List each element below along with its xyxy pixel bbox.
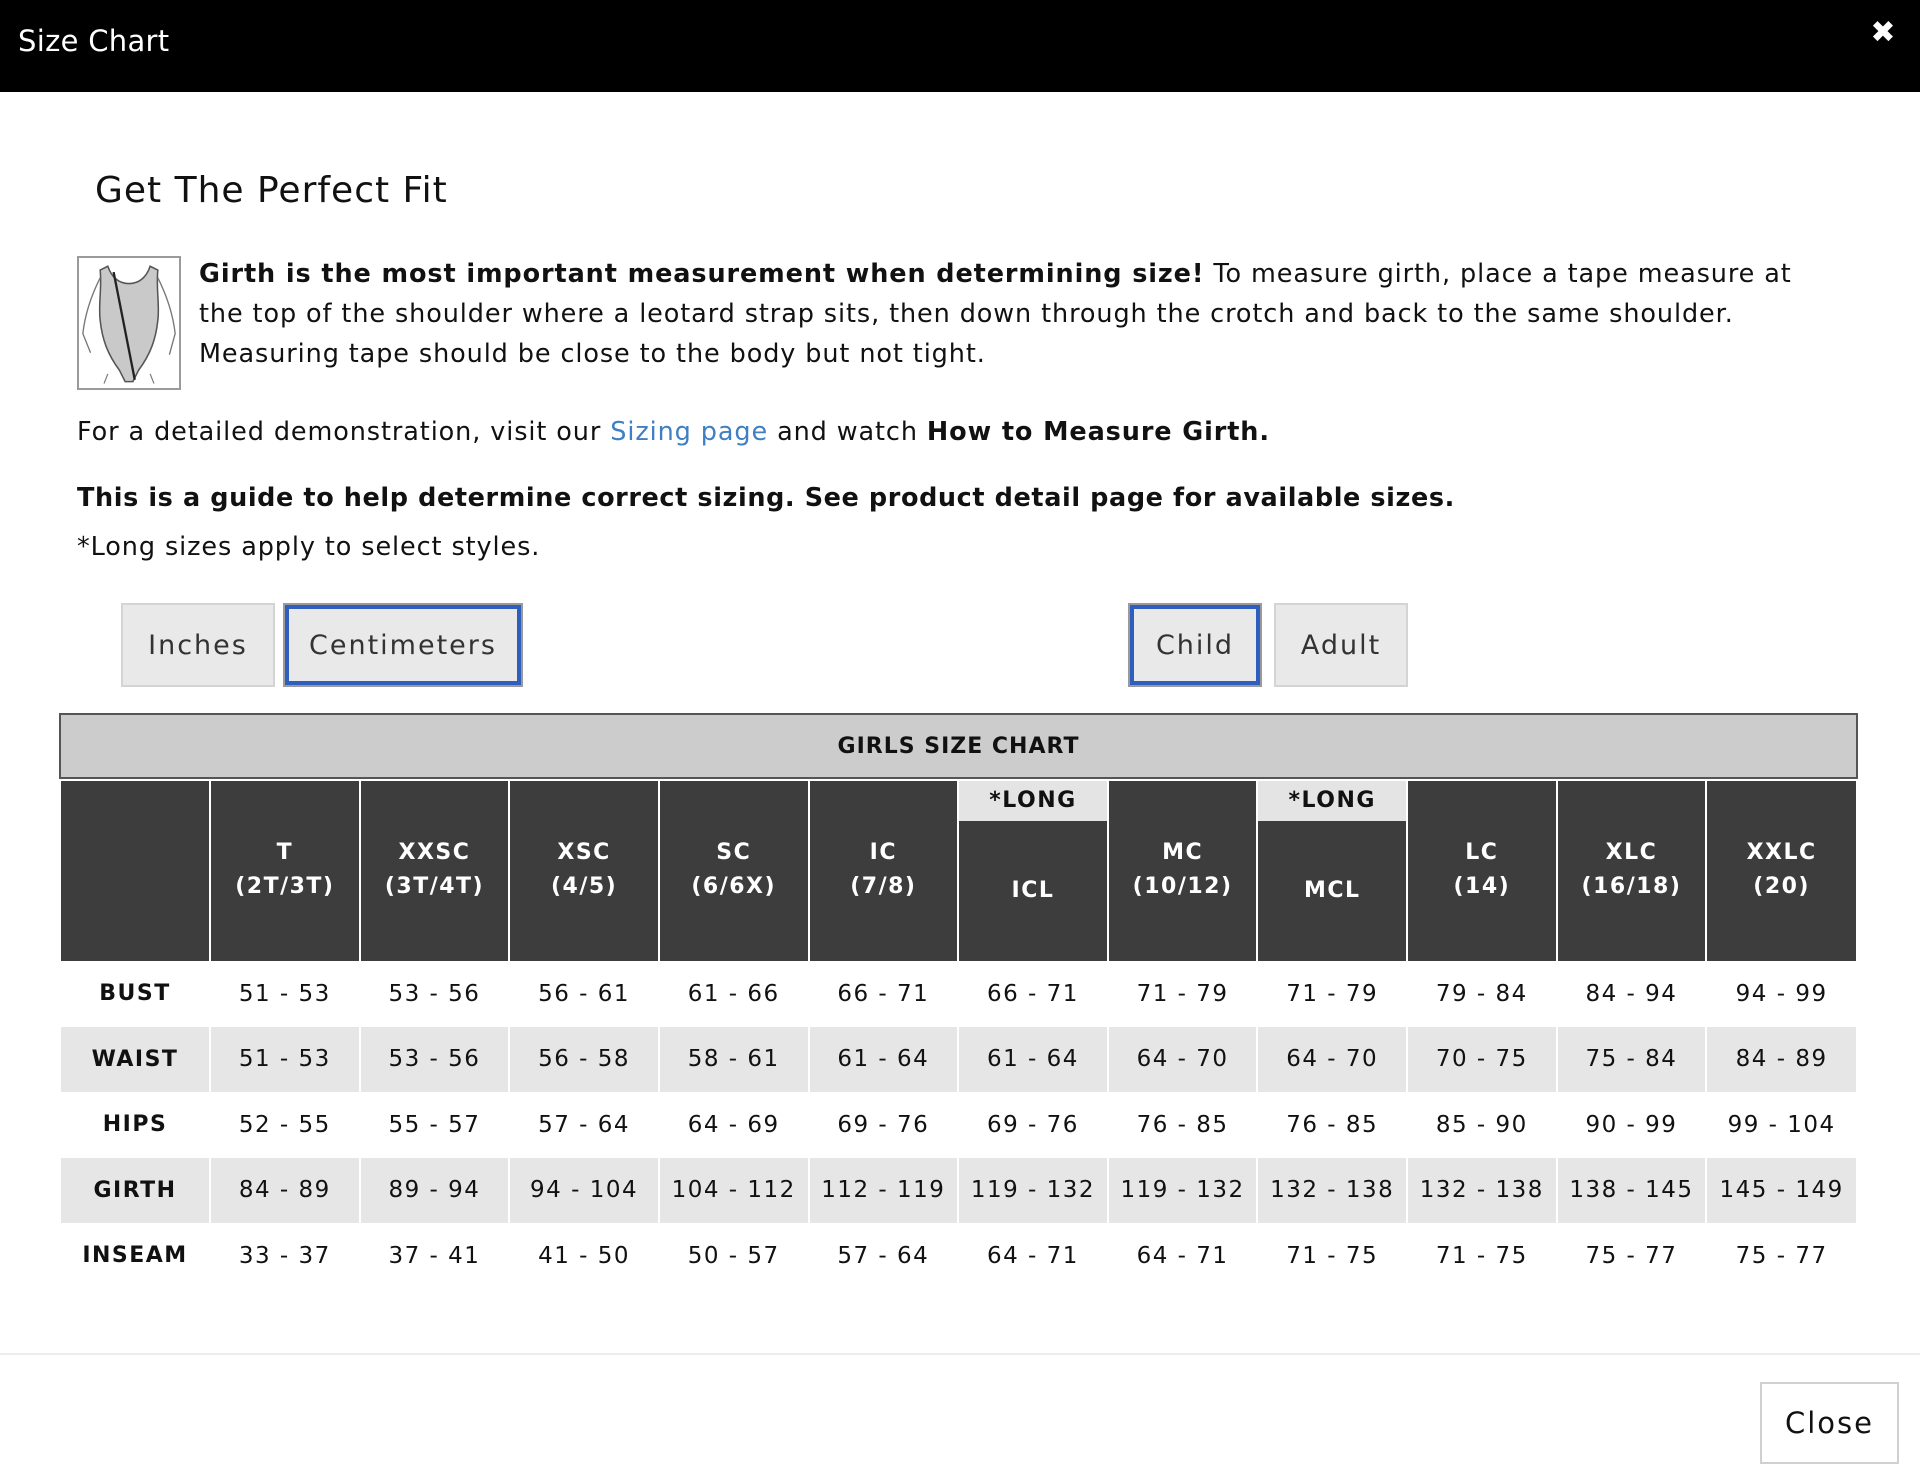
table-row: [61, 1027, 1856, 1093]
size-code: XXSC: [398, 840, 471, 865]
long-label: *LONG: [1257, 781, 1407, 821]
measurement-cell: 90 - 99: [1557, 1092, 1707, 1158]
size-range: (3T/4T): [384, 874, 485, 899]
size-header: [1557, 781, 1707, 961]
measurement-cell: 71 - 75: [1257, 1223, 1407, 1289]
measurement-cell: 76 - 85: [1257, 1092, 1407, 1158]
chart-title: GIRLS SIZE CHART: [59, 713, 1858, 779]
size-header: [958, 821, 1108, 961]
girth-intro-text: To measure girth, place a tape measure at the top of the shoulder where a leotard strap sits, then down through the crotch and back to the same shoulder. Measuring tape should be close to the body but not tight.: [199, 259, 1792, 369]
modal-title: Size Chart: [18, 24, 170, 58]
girth-intro: [199, 254, 1839, 374]
child-button[interactable]: Child: [1128, 603, 1262, 687]
size-header: [809, 781, 959, 961]
close-x-icon[interactable]: ✖: [1870, 15, 1896, 50]
size-header: [1108, 781, 1258, 961]
measurement-cell: 85 - 90: [1407, 1092, 1557, 1158]
measurement-cell: 84 - 89: [210, 1158, 360, 1224]
measurement-cell: 33 - 37: [210, 1223, 360, 1289]
measurement-cell: 119 - 132: [958, 1158, 1108, 1224]
size-range: (2T/3T): [235, 874, 335, 899]
measurement-cell: 61 - 64: [809, 1027, 959, 1093]
measurement-cell: 64 - 71: [958, 1223, 1108, 1289]
guide-text: This is a guide to help determine correct sizing. See product detail page for available sizes.: [77, 483, 1455, 513]
size-header: [1407, 781, 1557, 961]
measurement-cell: 75 - 77: [1706, 1223, 1856, 1289]
size-code: XXLC: [1746, 840, 1817, 865]
sizing-page-link[interactable]: Sizing page: [610, 417, 769, 447]
leotard-icon: [79, 258, 179, 388]
measurement-cell: 69 - 76: [809, 1092, 959, 1158]
size-code: MC: [1162, 840, 1204, 865]
measurement-cell: 50 - 57: [659, 1223, 809, 1289]
size-range: (14): [1453, 874, 1511, 899]
measurement-cell: 71 - 79: [1108, 961, 1258, 1027]
measurement-cell: 57 - 64: [509, 1092, 659, 1158]
table-row: [61, 961, 1856, 1027]
size-code: LC: [1465, 840, 1499, 865]
measurement-cell: 57 - 64: [809, 1223, 959, 1289]
measurement-cell: 55 - 57: [360, 1092, 510, 1158]
measurement-cell: 41 - 50: [509, 1223, 659, 1289]
demo-middle: and watch: [768, 417, 927, 447]
measurement-cell: 69 - 76: [958, 1092, 1108, 1158]
measurement-cell: 64 - 70: [1257, 1027, 1407, 1093]
measurement-cell: 138 - 145: [1557, 1158, 1707, 1224]
measurement-cell: 99 - 104: [1706, 1092, 1856, 1158]
measurement-cell: 64 - 70: [1108, 1027, 1258, 1093]
measurement-cell: 94 - 99: [1706, 961, 1856, 1027]
long-sizes-note: *Long sizes apply to select styles.: [77, 532, 541, 562]
table-row: [61, 1223, 1856, 1289]
measurement-cell: 119 - 132: [1108, 1158, 1258, 1224]
size-range: (4/5): [550, 874, 618, 899]
measurement-cell: 94 - 104: [509, 1158, 659, 1224]
measurement-cell: 64 - 71: [1108, 1223, 1258, 1289]
size-code: XSC: [557, 840, 611, 865]
long-label: *LONG: [958, 781, 1108, 821]
measurement-cell: 71 - 75: [1407, 1223, 1557, 1289]
demo-bold: How to Measure Girth.: [926, 417, 1270, 447]
measurement-cell: 104 - 112: [659, 1158, 809, 1224]
size-code: XLC: [1605, 840, 1658, 865]
measurement-cell: 66 - 71: [809, 961, 959, 1027]
table-row: [61, 1158, 1856, 1224]
measurement-cell: 52 - 55: [210, 1092, 360, 1158]
size-range: (10/12): [1132, 874, 1233, 899]
measurement-cell: 64 - 69: [659, 1092, 809, 1158]
measurement-cell: 51 - 53: [210, 961, 360, 1027]
centimeters-button[interactable]: Centimeters: [283, 603, 523, 687]
size-range: (6/6X): [691, 874, 777, 899]
size-header: [659, 781, 809, 961]
measurement-cell: 53 - 56: [360, 961, 510, 1027]
footer-divider: [0, 1353, 1920, 1355]
measurement-cell: 79 - 84: [1407, 961, 1557, 1027]
demo-text: [77, 412, 1270, 452]
page-heading: Get The Perfect Fit: [95, 170, 448, 211]
table-row: [61, 1092, 1856, 1158]
row-label: BUST: [61, 961, 210, 1027]
measurement-cell: 37 - 41: [360, 1223, 510, 1289]
measurement-cell: 75 - 84: [1557, 1027, 1707, 1093]
header-corner-cell: [61, 781, 210, 961]
measurement-cell: 75 - 77: [1557, 1223, 1707, 1289]
measurement-cell: 84 - 89: [1706, 1027, 1856, 1093]
modal-header: [0, 0, 1920, 92]
measurement-cell: 70 - 75: [1407, 1027, 1557, 1093]
measurement-cell: 132 - 138: [1257, 1158, 1407, 1224]
size-code: SC: [716, 840, 752, 865]
size-range: (16/18): [1581, 874, 1682, 899]
row-label: GIRTH: [61, 1158, 210, 1224]
measurement-cell: 112 - 119: [809, 1158, 959, 1224]
size-chart-table: [61, 781, 1856, 1289]
measurement-cell: 132 - 138: [1407, 1158, 1557, 1224]
girth-intro-bold: Girth is the most important measurement when determining size!: [199, 259, 1205, 289]
size-header: [210, 781, 360, 961]
size-code: MCL: [1303, 878, 1361, 903]
measurement-cell: 71 - 79: [1257, 961, 1407, 1027]
measurement-cell: 51 - 53: [210, 1027, 360, 1093]
size-header: [1257, 821, 1407, 961]
measurement-cell: 61 - 66: [659, 961, 809, 1027]
close-button[interactable]: Close: [1760, 1382, 1899, 1464]
row-label: INSEAM: [61, 1223, 210, 1289]
size-header: [360, 781, 510, 961]
measurement-cell: 145 - 149: [1706, 1158, 1856, 1224]
size-code: IC: [869, 840, 898, 865]
measurement-cell: 58 - 61: [659, 1027, 809, 1093]
size-range: (7/8): [850, 874, 917, 899]
size-range: (20): [1753, 874, 1810, 899]
row-label: WAIST: [61, 1027, 210, 1093]
adult-button[interactable]: Adult: [1274, 603, 1408, 687]
leotard-illustration: [77, 256, 181, 390]
size-header: [1706, 781, 1856, 961]
measurement-cell: 84 - 94: [1557, 961, 1707, 1027]
row-label: HIPS: [61, 1092, 210, 1158]
measurement-cell: 53 - 56: [360, 1027, 510, 1093]
measurement-cell: 76 - 85: [1108, 1092, 1258, 1158]
size-code: T: [276, 840, 294, 865]
inches-button[interactable]: Inches: [121, 603, 275, 687]
measurement-cell: 56 - 61: [509, 961, 659, 1027]
size-code: ICL: [1011, 878, 1055, 903]
measurement-cell: 66 - 71: [958, 961, 1108, 1027]
measurement-cell: 89 - 94: [360, 1158, 510, 1224]
measurement-cell: 56 - 58: [509, 1027, 659, 1093]
measurement-cell: 61 - 64: [958, 1027, 1108, 1093]
demo-prefix: For a detailed demonstration, visit our: [77, 417, 611, 447]
size-header: [509, 781, 659, 961]
